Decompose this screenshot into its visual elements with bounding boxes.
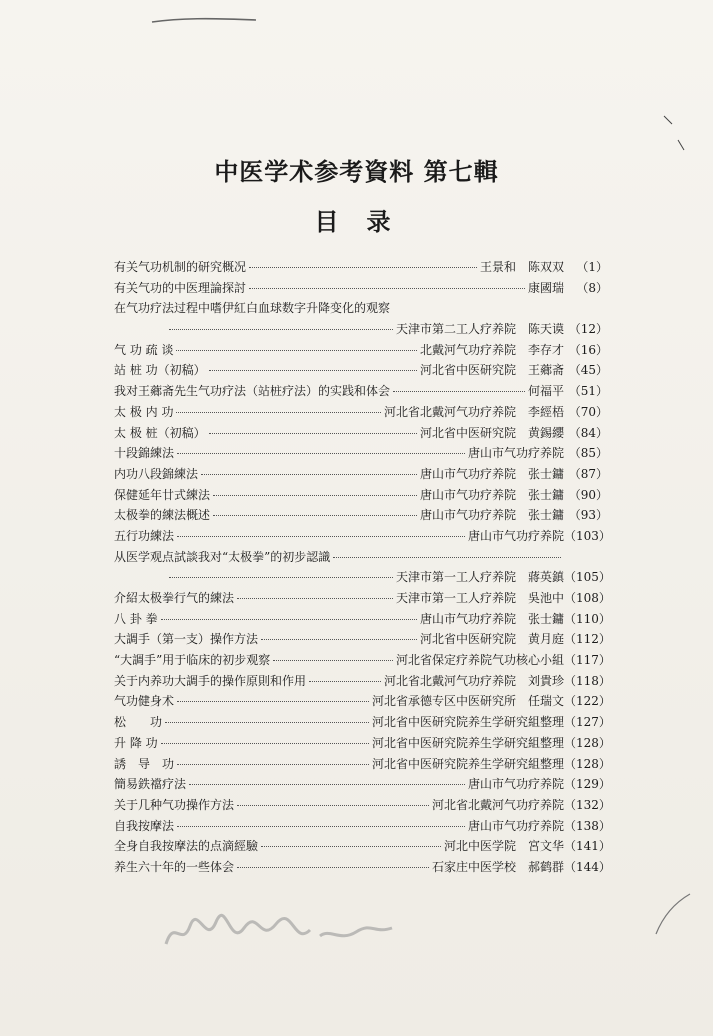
toc-entry-page: （129）: [564, 777, 611, 792]
toc-entry-title: 八 卦 拳: [114, 611, 158, 626]
toc-entry-title: 自我按摩法: [114, 818, 175, 833]
toc-entry-author: 河北省中医研究院 黄月庭: [419, 632, 564, 647]
toc-entry-author: 河北省中医研究院养生学研究組整理: [371, 756, 564, 771]
toc-entry-title: 气 功 疏 谈: [114, 342, 174, 357]
toc-row: [114, 858, 611, 879]
toc-entry-page: （118）: [564, 673, 611, 688]
toc-entry-title: 气功健身术: [114, 694, 175, 709]
toc-entry-title: 太 极 桩（初稿）: [114, 425, 206, 440]
toc-entry-title: 升 降 功: [114, 735, 158, 750]
toc-row: [114, 548, 608, 569]
fold-crease-mark: [640, 890, 700, 940]
toc-entry-page: （16）: [568, 342, 608, 357]
toc-entry-author: 河北省中医研究院养生学研究組整理: [371, 715, 564, 730]
table-of-contents: [114, 258, 611, 879]
toc-row: [114, 382, 608, 403]
toc-leader-dots: [161, 743, 369, 744]
toc-entry-page: （85）: [568, 446, 608, 461]
handwritten-scribble: [160, 908, 400, 954]
toc-entry-page: （84）: [568, 425, 608, 440]
toc-leader-dots: [249, 267, 477, 268]
toc-row: [114, 568, 611, 589]
toc-leader-dots: [237, 598, 393, 599]
toc-entry-author: 河北中医学院 宮文华: [443, 839, 564, 854]
toc-entry-author: 河北省北戴河气功疗养院: [431, 797, 564, 812]
toc-entry-title: 大調手（第一支）操作方法: [114, 632, 259, 647]
toc-entry-title: 站 桩 功（初稿）: [114, 363, 206, 378]
toc-leader-dots: [169, 577, 393, 578]
toc-row: [114, 299, 608, 320]
toc-entry-page: （103）: [564, 528, 611, 543]
toc-row: [114, 361, 608, 382]
toc-entry-page: （51）: [568, 384, 608, 399]
toc-leader-dots: [213, 495, 417, 496]
toc-leader-dots: [177, 701, 369, 702]
toc-row: [114, 279, 608, 300]
toc-entry-title: 我对王薌斋先生气功疗法（站桩疗法）的实践和体会: [114, 384, 391, 399]
toc-row: [114, 589, 611, 610]
toc-leader-dots: [176, 350, 417, 351]
toc-entry-title: 从医学观点試談我对“太极拳”的初步認識: [114, 549, 331, 564]
toc-entry-title: 有关气功的中医理論探討: [114, 280, 247, 295]
toc-entry-author: 王景和 陈双双: [479, 260, 564, 274]
toc-row: [114, 630, 611, 651]
toc-entry-title: 关于内养功大調手的操作原則和作用: [114, 673, 307, 688]
toc-entry-page: （128）: [564, 735, 611, 750]
toc-entry-author: 唐山市气功疗养院 张士鏞: [419, 487, 564, 502]
toc-entry-author: 河北省中医研究院 黄錫纓: [419, 425, 564, 440]
toc-entry-author: 唐山市气功疗养院: [467, 528, 564, 543]
toc-entry-page: （105）: [564, 570, 611, 585]
toc-leader-dots: [177, 764, 369, 765]
toc-entry-title: 五行功練法: [114, 528, 175, 543]
toc-entry-page: （132）: [564, 797, 611, 812]
toc-row: [114, 713, 611, 734]
toc-row: [114, 734, 611, 755]
toc-entry-author: 康國瑞: [527, 280, 564, 295]
toc-entry-title: 有关气功机制的研究概况: [114, 260, 247, 274]
toc-leader-dots: [333, 557, 561, 558]
toc-entry-author: 河北省保定疗养院气功核心小組: [395, 653, 564, 668]
toc-entry-author: 河北省北戴河气功疗养院 刘貴珍: [383, 673, 564, 688]
document-title: 中医学术参考資料 第七輯: [214, 157, 499, 186]
toc-entry-title: 养生六十年的一些体会: [114, 859, 235, 874]
toc-entry-page: （117）: [564, 653, 611, 668]
toc-leader-dots: [261, 846, 441, 847]
toc-entry-author: 河北省中医研究院 王薌斋: [419, 363, 564, 378]
toc-leader-dots: [273, 660, 393, 661]
toc-entry-title: 誘 导 功: [114, 756, 175, 771]
toc-leader-dots: [165, 722, 369, 723]
toc-entry-title: 关于几种气功操作方法: [114, 797, 235, 812]
toc-entry-page: （141）: [564, 839, 611, 854]
toc-entry-title: 内功八段錦練法: [114, 466, 199, 481]
toc-row: [114, 486, 608, 507]
toc-entry-author: 天津市第一工人疗养院 蔣英鎮: [395, 570, 564, 585]
toc-entry-page: （45）: [568, 363, 608, 378]
toc-entry-page: （127）: [564, 715, 611, 730]
toc-entry-title: 在气功疗法过程中嗜伊紅白血球数字升降变化的观察: [114, 301, 391, 316]
toc-entry-page: （87）: [568, 466, 608, 481]
toc-entry-page: （128）: [564, 756, 611, 771]
toc-leader-dots: [249, 288, 525, 289]
toc-leader-dots: [261, 639, 417, 640]
toc-leader-dots: [213, 515, 417, 516]
toc-row: [114, 837, 611, 858]
toc-entry-title: 十段錦練法: [114, 446, 175, 461]
toc-entry-page: （12）: [568, 322, 608, 337]
toc-leader-dots: [237, 867, 429, 868]
toc-row: [114, 672, 611, 693]
toc-row: [114, 817, 611, 838]
toc-entry-page: （108）: [564, 591, 611, 605]
toc-heading: 目录: [314, 207, 419, 236]
toc-row: [114, 527, 611, 548]
toc-entry-page: （112）: [564, 632, 611, 647]
toc-entry-title: 簡易鉄襠疗法: [114, 777, 187, 792]
toc-entry-page: （90）: [568, 487, 608, 502]
toc-entry-page: （144）: [564, 859, 611, 874]
toc-entry-author: 石家庄中医学校 郝鹤群: [431, 859, 564, 874]
toc-row: [114, 320, 608, 341]
toc-entry-author: 河北省承德专区中医研究所 任瑞文: [371, 694, 564, 709]
toc-leader-dots: [201, 474, 417, 475]
toc-row: [114, 341, 608, 362]
toc-entry-page: （93）: [568, 508, 608, 523]
toc-leader-dots: [161, 619, 417, 620]
toc-entry-author: 唐山市气功疗养院: [467, 818, 564, 833]
toc-entry-author: 何福平: [527, 384, 564, 399]
toc-leader-dots: [177, 826, 465, 827]
toc-entry-author: 天津市第二工人疗养院 陈天谟: [395, 322, 564, 337]
toc-row: [114, 424, 608, 445]
toc-entry-page: （70）: [568, 404, 608, 419]
toc-row: [114, 775, 611, 796]
toc-row: [114, 651, 611, 672]
toc-entry-author: 天津市第一工人疗养院 吳池中: [395, 591, 564, 605]
toc-entry-title: 全身自我按摩法的点滴經驗: [114, 839, 259, 854]
toc-entry-title: 松 功: [114, 715, 163, 730]
toc-entry-page: （1）: [576, 260, 608, 274]
toc-entry-page: （138）: [564, 818, 611, 833]
toc-entry-page: （110）: [564, 611, 611, 626]
toc-entry-title: 保健延年廿式練法: [114, 487, 211, 502]
toc-row: [114, 506, 608, 527]
toc-row: [114, 796, 611, 817]
toc-entry-author: 北戴河气功疗养院 李存才: [419, 342, 564, 357]
toc-entry-author: 河北省北戴河气功疗养院 李經梧: [383, 404, 564, 419]
toc-entry-author: 唐山市气功疗养院: [467, 777, 564, 792]
toc-entry-title: 太 极 内 功: [114, 404, 174, 419]
toc-entry-title: 介紹太极拳行气的練法: [114, 591, 235, 605]
toc-leader-dots: [209, 370, 417, 371]
toc-leader-dots: [189, 784, 465, 785]
toc-row: [114, 444, 608, 465]
toc-row: [114, 465, 608, 486]
toc-entry-author: 河北省中医研究院养生学研究組整理: [371, 735, 564, 750]
toc-entry-author: 唐山市气功疗养院 张士鏞: [419, 508, 564, 523]
toc-leader-dots: [177, 453, 465, 454]
toc-row: [114, 403, 608, 424]
toc-leader-dots: [393, 391, 525, 392]
toc-row: [114, 258, 608, 279]
toc-row: [114, 755, 611, 776]
toc-row: [114, 692, 611, 713]
toc-entry-author: 唐山市气功疗养院 张士鏞: [419, 466, 564, 481]
toc-leader-dots: [169, 329, 393, 330]
toc-entry-title: 太极拳的練法概述: [114, 508, 211, 523]
toc-leader-dots: [309, 681, 381, 682]
toc-leader-dots: [237, 805, 429, 806]
toc-entry-author: 唐山市气功疗养院: [467, 446, 564, 461]
toc-entry-title: “大調手”用于临床的初步观察: [114, 653, 271, 668]
pencil-stroke-top: [150, 14, 260, 28]
toc-entry-page: （8）: [576, 280, 608, 295]
toc-leader-dots: [209, 433, 417, 434]
toc-entry-page: （122）: [564, 694, 611, 709]
toc-leader-dots: [176, 412, 381, 413]
toc-entry-author: 唐山市气功疗养院 张士鏞: [419, 611, 564, 626]
toc-row: [114, 610, 611, 631]
toc-leader-dots: [177, 536, 465, 537]
